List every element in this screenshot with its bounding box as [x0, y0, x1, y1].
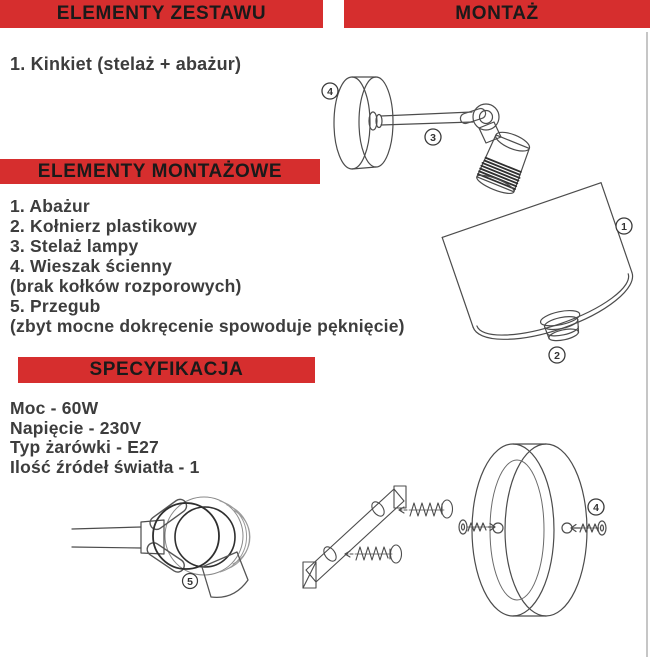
part-label-frame: [425, 129, 441, 145]
svg-text:4: 4: [593, 502, 599, 514]
section-header-kit-label: ELEMENTY ZESTAWU: [56, 3, 267, 24]
svg-text:5: 5: [187, 576, 193, 588]
joint-detail-diagram: [72, 497, 250, 598]
part-label-wall-mount: [322, 83, 338, 99]
svg-text:1: 1: [621, 221, 627, 233]
mounting-line-note: (zbyt mocne dokręcenie spowoduje pęknięcie): [10, 316, 405, 336]
part-label-shade: [616, 218, 632, 234]
spec-line: Moc - 60W: [10, 398, 99, 418]
canopy-mounting-diagram: [459, 444, 606, 616]
mounting-line: 2. Kołnierz plastikowy: [10, 216, 198, 236]
mounting-line: 4. Wieszak ścienny: [10, 256, 172, 276]
part-label-collar: [549, 347, 565, 363]
part-label-wall-mount-bottom: [588, 499, 604, 515]
spec-line: Typ żarówki - E27: [10, 437, 159, 457]
section-header-mounting-label: ELEMENTY MONTAŻOWE: [37, 160, 283, 182]
mounting-line: 3. Stelaż lampy: [10, 236, 139, 256]
mounting-line-note: (brak kołków rozporowych): [10, 276, 242, 296]
spec-line: Napięcie - 230V: [10, 417, 142, 438]
svg-text:2: 2: [554, 350, 560, 362]
spec-line: Ilość źródeł światła - 1: [10, 456, 200, 477]
section-header-spec-label: SPECYFIKACJA: [89, 359, 244, 380]
kit-item: 1. Kinkiet (stelaż + abażur): [10, 54, 242, 74]
svg-text:4: 4: [327, 86, 333, 98]
assembly-diagram: [322, 77, 642, 363]
mounting-line: 1. Abażur: [10, 196, 90, 216]
bracket-screws-diagram: [303, 486, 453, 588]
mounting-line: 5. Przegub: [10, 296, 101, 316]
image-right-border: [646, 32, 648, 657]
section-header-assembly-label: MONTAŻ: [455, 3, 539, 24]
svg-text:3: 3: [430, 132, 436, 144]
part-label-joint: [183, 574, 198, 589]
